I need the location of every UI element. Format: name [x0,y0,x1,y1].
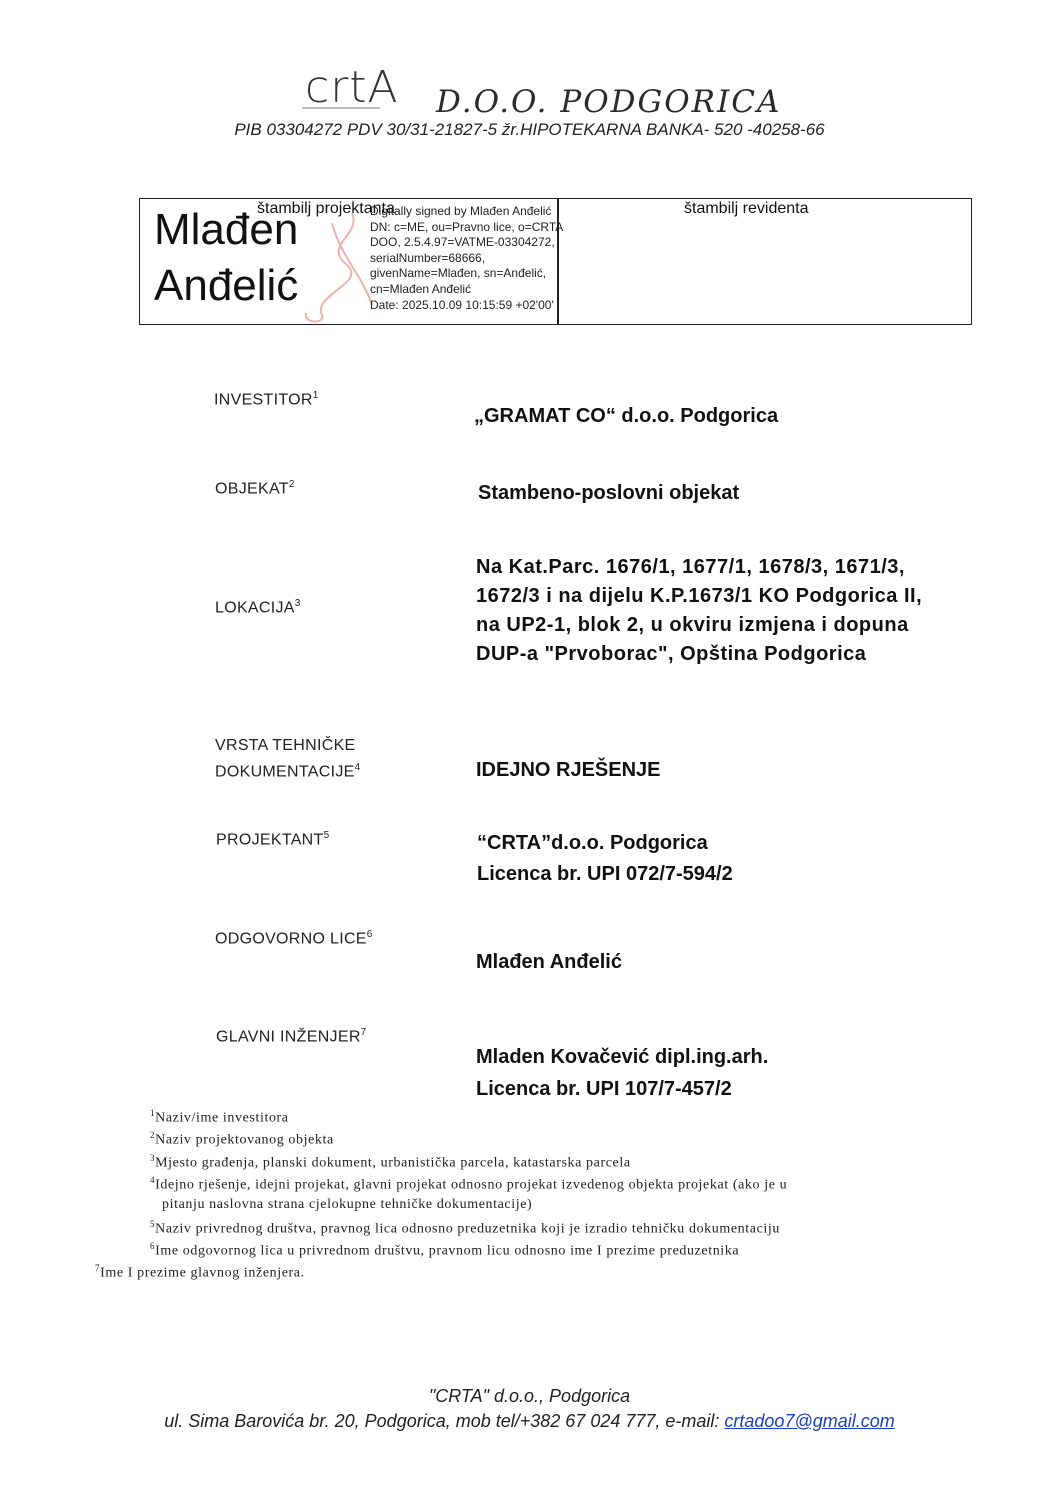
projektant-name: “CRTA”d.o.o. Podgorica [477,832,708,854]
logo-underline-icon [300,62,415,112]
value-odgovorno-lice: Mlađen Anđelić [476,951,622,973]
signature-detail-line: cn=Mlađen Anđelić [370,281,472,296]
label-investitor: INVESTITOR$^1$ [214,390,319,409]
footnote-4: $^4$Idejno rješenje, idejni projekat, glavni projekat odnosno projekat izvedenog objekta projekat (ako je u [150,1175,788,1193]
footnote-1: $^1$Naziv/ime investitora [150,1108,289,1126]
company-name: D.O.O. PODGORICA [436,84,782,120]
label-objekat: OBJEKAT$^2$ [215,479,295,498]
lokacija-line: Na Kat.Parc. 1676/1, 1677/1, 1678/3, 1671/3, [476,556,905,578]
label-glavni-inzenjer: GLAVNI INŽENJER$^7$ [216,1027,367,1046]
tax-info-line: PIB 03304272 PDV 30/31-21827-5 žr.HIPOTEKARNA BANKA- 520 -40258-66 [234,120,825,139]
footer-company: "CRTA" d.o.o., Podgorica [428,1386,631,1406]
signature-detail-line: serialNumber=68666, [370,250,486,265]
lokacija-line: DUP-a "Prvoborac", Opština Podgorica [476,643,867,665]
label-projektant: PROJEKTANT$^5$ [216,830,330,849]
label-lokacija: LOKACIJA$^3$ [215,598,301,617]
signature-detail-line: Date: 2025.10.09 10:15:59 +02'00' [370,297,554,312]
footnote-5: $^5$Naziv privrednog društva, pravnog lica odnosno preduzetnika koji je izradio tehničku dokumentaciju [150,1219,780,1237]
footnote-6: $^6$Ime odgovornog lica u privrednom društvu, pravnom licu odnosno ime I prezime preduzetnika [150,1241,740,1259]
footer-email-link[interactable]: crtadoo7@gmail.com [724,1411,895,1431]
signature-last-name: Anđelić [154,261,299,310]
lokacija-line: 1672/3 i na dijelu K.P.1673/1 KO Podgorica II, [476,585,923,607]
signature-detail-line: DN: c=ME, ou=Pravno lice, o=CRTA [370,219,564,234]
label-odgovorno-lice: ODGOVORNO LICE$^6$ [215,929,373,948]
signature-detail-line: Digitally signed by Mlađen Anđelić [370,204,552,218]
company-logo: crtA [305,62,399,113]
value-objekat: Stambeno-poslovni objekat [478,482,740,504]
value-vrsta-dokumentacije: IDEJNO RJEŠENJE [476,759,661,781]
footer-contact: ul. Sima Barovića br. 20, Podgorica, mob tel/+382 67 024 777, e-mail: crtadoo7@gmail.com [164,1411,895,1431]
signature-detail-line: givenName=Mlađen, sn=Anđelić, [370,266,547,281]
footnote-4-continued: pitanju naslovna strana cjelokupne tehničke dokumentacije) [162,1197,533,1212]
signature-name [154,202,298,314]
value-projektant [477,828,733,890]
digital-signature-details [370,204,585,313]
value-investitor: „GRAMAT CO“ d.o.o. Podgorica [474,405,779,427]
signature-detail-line: DOO, 2.5.4.97=VATME-03304272, [370,235,555,250]
value-glavni-inzenjer [476,1041,768,1105]
stamp-label-designer: štambilj projektanta [257,200,395,217]
stamp-label-reviewer: štambilj revidenta [684,200,809,217]
signature-first-name: Mlađen [154,205,299,254]
footnote-3: $^3$Mjesto građenja, planski dokument, urbanistička parcela, katastarska parcela [150,1153,631,1171]
projektant-license: Licenca br. UPI 072/7-594/2 [477,863,733,885]
footnote-2: $^2$Naziv projektovanog objekta [150,1130,334,1148]
label-vrsta-dokumentacije: VRSTA TEHNIČKE DOKUMENTACIJE$^4$ [215,737,361,781]
value-lokacija [476,553,922,669]
glavni-inzenjer-license: Licenca br. UPI 107/7-457/2 [476,1078,732,1100]
footnote-7: $^7$Ime I prezime glavnog inženjera. [95,1263,305,1281]
glavni-inzenjer-name: Mladen Kovačević dipl.ing.arh. [476,1046,769,1068]
lokacija-line: na UP2-1, blok 2, u okviru izmjena i dopuna [476,614,909,636]
signature-flourish-icon [292,205,382,325]
